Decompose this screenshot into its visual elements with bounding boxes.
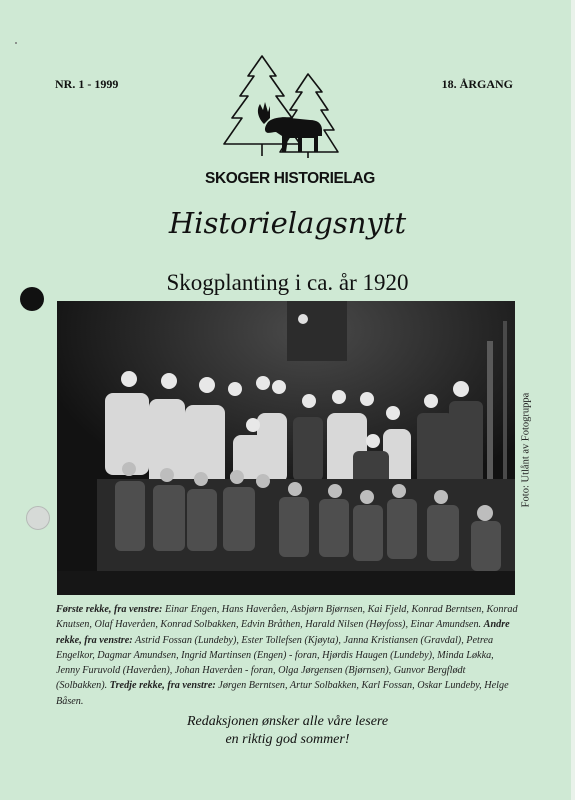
caption-row2-label: Andre rekke, fra venstre: bbox=[56, 619, 510, 646]
punch-hole bbox=[20, 287, 44, 311]
greeting-line-1: Redaksjonen ønsker alle våre lesere bbox=[186, 714, 389, 729]
photo-illustration bbox=[57, 301, 515, 595]
punch-hole bbox=[26, 506, 50, 530]
caption-row3-label: Tredje rekke, fra venstre: bbox=[109, 680, 216, 692]
society-name: SKOGER HISTORIELAG bbox=[205, 170, 375, 187]
speck bbox=[15, 42, 17, 44]
photo-credit-text: Foto: Utlånt av Fotogruppa bbox=[520, 392, 532, 508]
caption-row3-names: Jørgen Berntsen, Artur Solbakken, Karl Fossan, Oskar Lundeby, Helge Båsen. bbox=[56, 680, 509, 707]
caption-row1-names: Einar Engen, Hans Haveråen, Asbjørn Bjørnsen, Kai Fjeld, Konrad Berntsen, Konrad Knutsen, Olaf Haveråen, Konrad Solbakken, Edvin Bråthen, Harald Nilsen (Høyfoss), Einar Amundsen. bbox=[56, 604, 518, 631]
group-photo bbox=[57, 301, 515, 595]
trees-and-moose-icon bbox=[210, 52, 360, 162]
caption-row1-label: Første rekke, fra venstre: bbox=[56, 604, 163, 615]
issue-number: NR. 1 - 1999 bbox=[55, 77, 119, 91]
headline: Skogplanting i ca. år 1920 bbox=[166, 270, 409, 295]
volume-year: 18. ÅRGANG bbox=[441, 77, 513, 91]
photo-caption bbox=[56, 602, 518, 709]
newsletter-title: Historielagsnytt bbox=[168, 206, 407, 240]
caption-row2-names: Astrid Fossan (Lundeby), Ester Tollefsen (Kjøyta), Janna Kristiansen (Gravdal), Petrea Engelkor, Dagmar Amundsen, Ingrid Martinsen (Engen) - foran, Hjørdis Haugen (Lundeby), Minda Løkka, Jenny Furuvold (Haveråen), Johan Haveråen - foran, Olga Jørgensen (Bjørnsen), Gunvor Bergflødt (Solbakken). bbox=[56, 634, 494, 692]
summer-greeting bbox=[0, 713, 575, 749]
greeting-line-2: en riktig god sommer! bbox=[225, 732, 350, 747]
